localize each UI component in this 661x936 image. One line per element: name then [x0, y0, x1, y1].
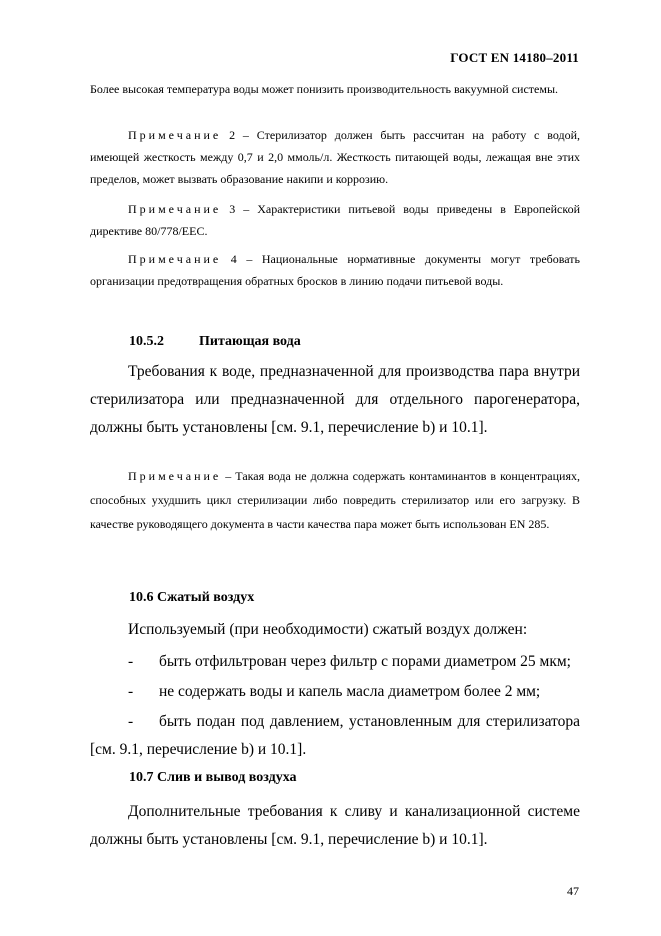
- note-label: Примечание: [128, 252, 222, 266]
- section-heading-10-6: [129, 590, 254, 606]
- section-heading-10-7: [129, 770, 297, 786]
- note-4: [90, 248, 580, 292]
- note-2: [90, 124, 580, 190]
- note-label: Примечание: [128, 202, 222, 216]
- page-number: 47: [567, 884, 579, 898]
- list-item: - быть отфильтрован через фильтр с порами диаметром 25 мкм;: [128, 653, 571, 670]
- note-text: 2 – Стерилизатор должен быть рассчитан на работу с водой, имеющей жесткость между 0,7 и 2,0 ммоль/л. Жесткость питающей воды, лежащая вне этих пределов, может вызвать образование накипи и коррозию.: [90, 128, 580, 186]
- note-text: 3 – Характеристики питьевой воды приведены в Европейской директиве 80/778/EEC.: [90, 202, 580, 238]
- page-header: ГОСТ EN 14180–2011: [450, 50, 579, 65]
- section-10-6-body: Используемый (при необходимости) сжатый воздух должен: - быть отфильтрован через фильтр с порами диаметром 25 мкм; - не содержать воды и капель масла диаметром более 2 мм; - быть подан под давлением, установленным для стерилизатора [см. 9.1, перечисление b) и 10.1].: [90, 616, 580, 764]
- section-number: 10.5.2: [129, 334, 164, 349]
- section-title: 10.7 Слив и вывод воздуха: [129, 770, 297, 785]
- note-text: 4 – Национальные нормативные документы могут требовать организации предотвращения обратных бросков в линию подачи питьевой воды.: [90, 252, 580, 288]
- list-item: - быть подан под давлением, установленным для стерилизатора: [128, 713, 580, 730]
- section-title: Питающая вода: [199, 334, 301, 349]
- section-10-7-body: Дополнительные требования к сливу и канализационной системе должны быть установлены [см. 9.1, перечисление b) и 10.1].: [90, 803, 580, 848]
- section-title: 10.6 Сжатый воздух: [129, 590, 255, 605]
- section-10-5-2-body: Требования к воде, предназначенной для производства пара внутри стерилизатора или предназначенной для отдельного парогенератора, должны быть установлены [см. 9.1, перечисление b) и 10.1].: [90, 363, 580, 436]
- note-label: Примечание: [128, 128, 222, 142]
- note-3: [90, 198, 580, 242]
- intro-paragraph: Более высокая температура воды может понизить производительность вакуумной системы.: [90, 82, 559, 96]
- list-item: - не содержать воды и капель масла диаметром более 2 мм;: [128, 683, 541, 700]
- list-item-continuation: [см. 9.1, перечисление b) и 10.1].: [90, 741, 307, 758]
- section-10-5-2-note: [90, 464, 580, 536]
- note-label: Примечание: [128, 469, 222, 483]
- note-text: – Такая вода не должна содержать контаминантов в концентрациях, способных ухудшить цикл стерилизации либо повредить стерилизатор или его загрузку. В качестве руководящего документа в части качества пара может быть использован EN 285.: [90, 469, 580, 531]
- section-heading-10-5-2: [129, 334, 301, 350]
